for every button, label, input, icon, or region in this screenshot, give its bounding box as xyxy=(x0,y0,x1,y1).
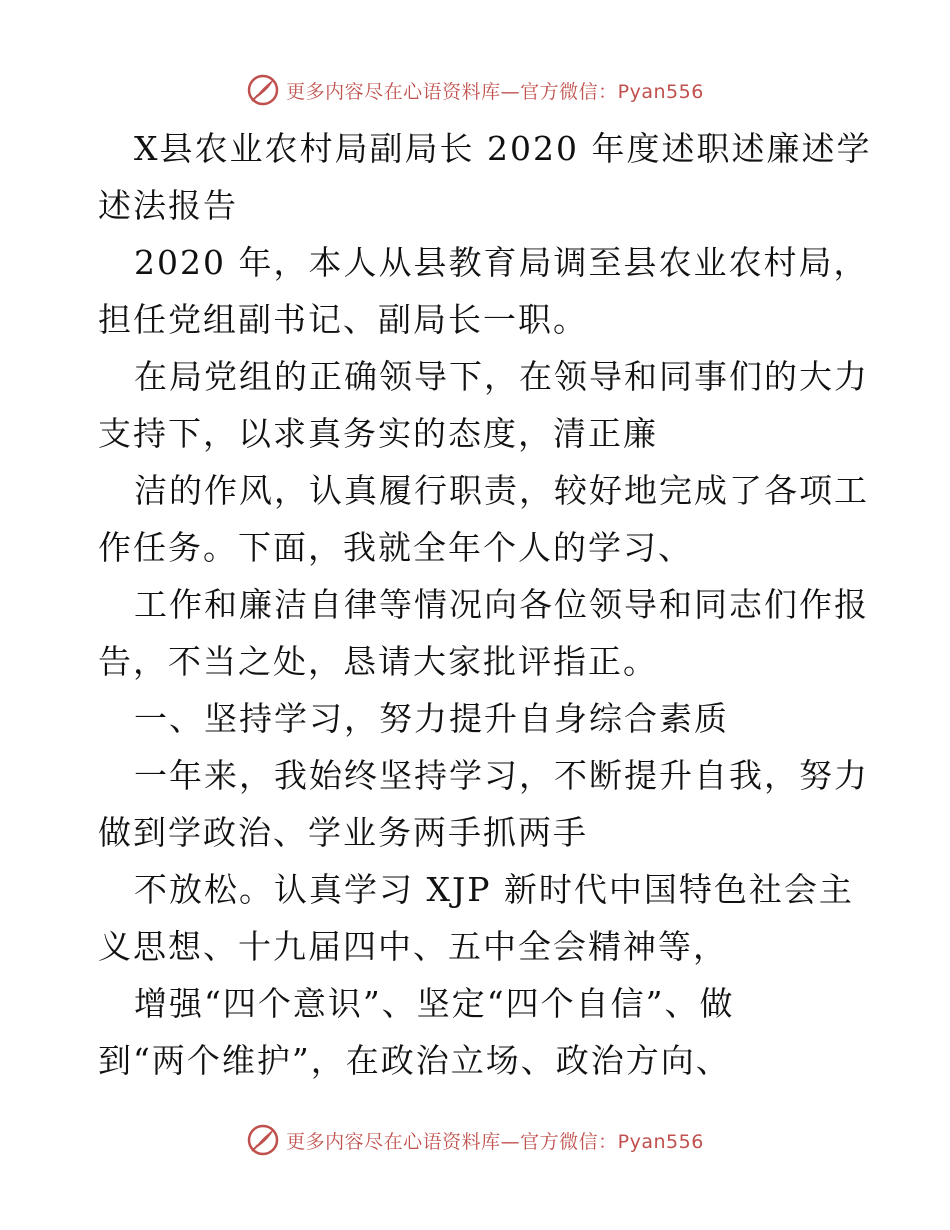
paragraph-line: 做到学政治、学业务两手抓两手 xyxy=(98,813,588,852)
title-line-2: 述法报告 xyxy=(98,186,238,225)
paragraph-line: 不放松。认真学习 XJP 新时代中国特色社会主 xyxy=(134,870,854,909)
watermark-header xyxy=(0,70,950,110)
paragraph-line: 工作和廉洁自律等情况向各位领导和同志们作报 xyxy=(134,585,869,624)
title-line-1: X县农业农村局副局长 2020 年度述职述廉述学 xyxy=(134,129,872,168)
paragraph-line: 告，不当之处，恳请大家批评指正。 xyxy=(98,642,658,681)
paragraph-line: 洁的作风，认真履行职责，较好地完成了各项工 xyxy=(134,471,869,510)
watermark-text: 更多内容尽在心语资料库—官方微信：Pyan556 xyxy=(286,1130,704,1153)
paragraph-line: 担任党组副书记、副局长一职。 xyxy=(98,300,588,339)
paragraph-line: 支持下，以求真务实的态度，清正廉 xyxy=(98,414,658,453)
paragraph-line: 一年来，我始终坚持学习，不断提升自我，努力 xyxy=(134,756,869,795)
feather-pen-logo-icon xyxy=(246,1123,280,1157)
feather-pen-logo-icon xyxy=(246,73,280,107)
paragraph-line: 到“两个维护”，在政治立场、政治方向、 xyxy=(98,1041,731,1080)
section-heading: 一、坚持学习，努力提升自身综合素质 xyxy=(134,699,729,738)
paragraph-line: 作任务。下面，我就全年个人的学习、 xyxy=(98,528,693,567)
paragraph-line: 义思想、十九届四中、五中全会精神等， xyxy=(98,927,728,966)
paragraph-line: 在局党组的正确领导下，在领导和同事们的大力 xyxy=(134,357,869,396)
paragraph-line: 增强“四个意识”、坚定“四个自信”、做 xyxy=(134,984,735,1023)
watermark-text: 更多内容尽在心语资料库—官方微信：Pyan556 xyxy=(286,80,704,103)
paragraph-line: 2020 年，本人从县教育局调至县农业农村局， xyxy=(134,243,869,282)
watermark-footer xyxy=(0,1120,950,1160)
document-body xyxy=(98,120,872,1089)
